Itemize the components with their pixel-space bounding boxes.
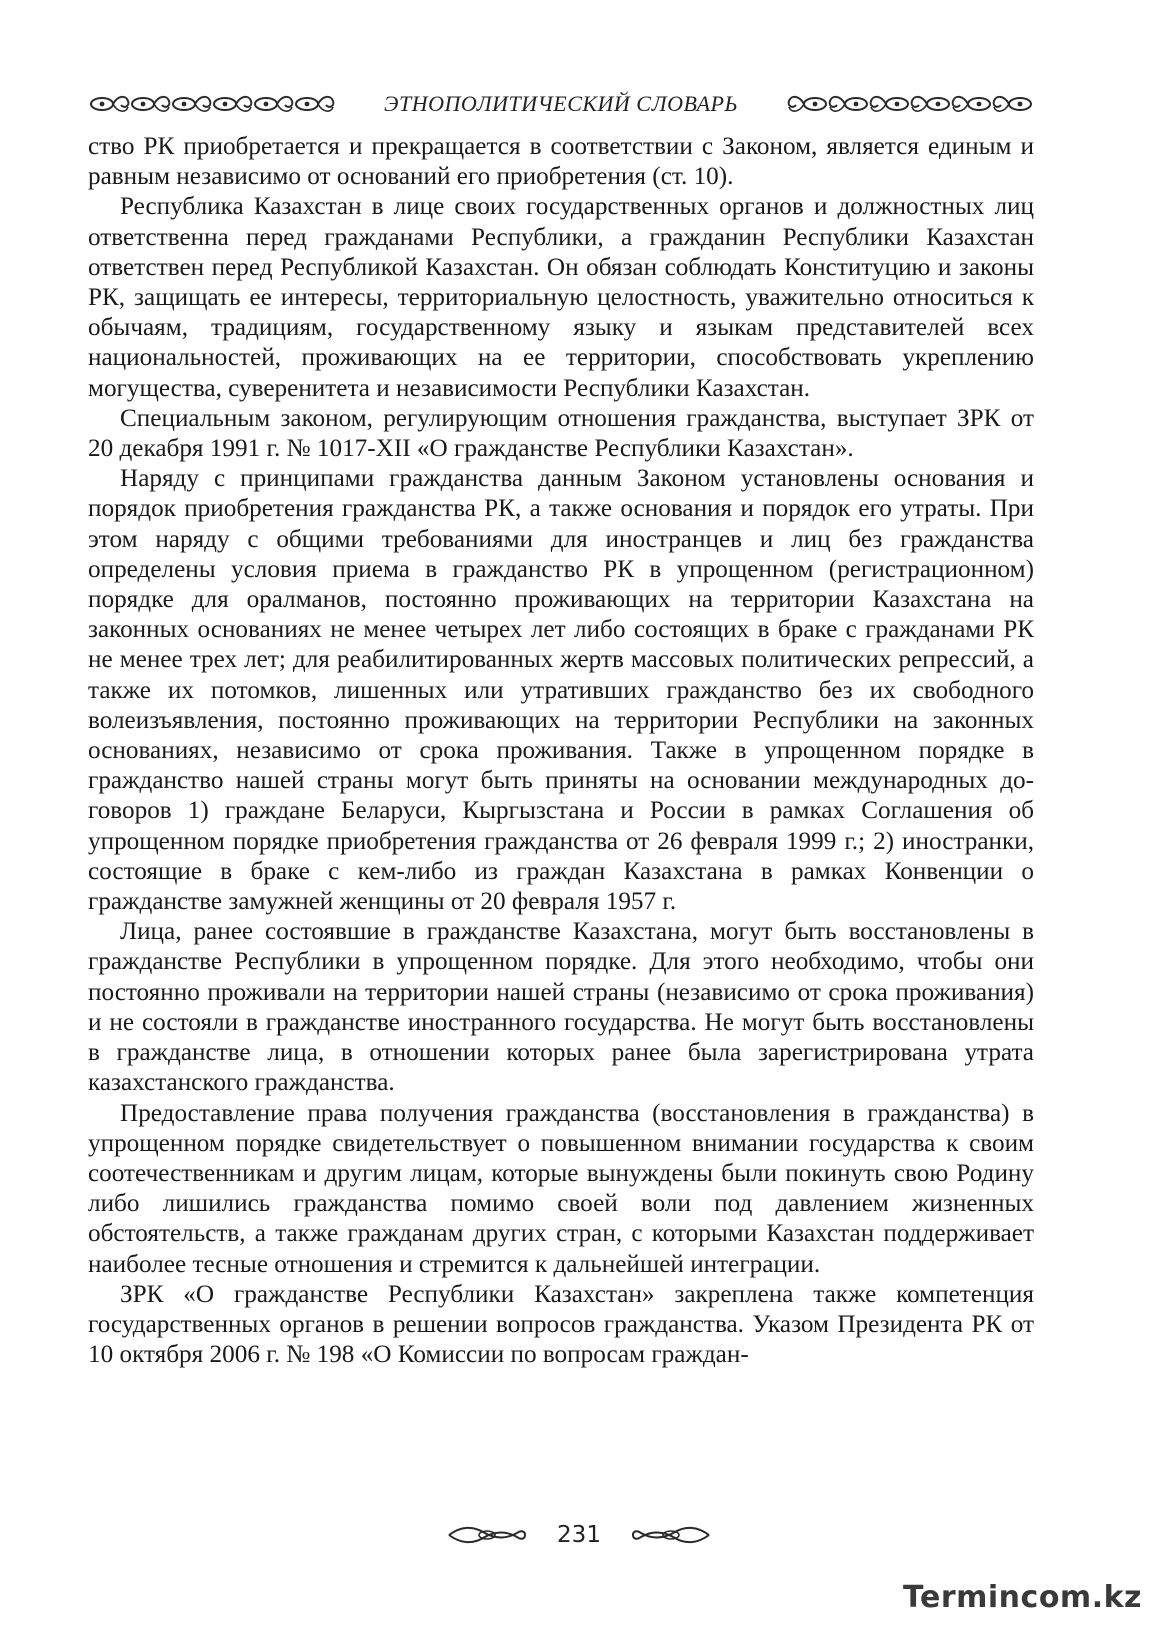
flourish-icon bbox=[631, 1524, 711, 1546]
paragraph: Наряду с принципами гражданства данным Законом установлены основания и порядок приобретения гражданства РК, а также основания и порядок его утраты. При этом наряду с общими требованиями для иностранцев и лиц без гражданства определены условия приема в гражданство РК в упрощенном (регистрационном) порядке для оралманов, постоянно проживающих на территории Казахстана на законных основаниях не менее четырех лет либо состоящих в браке с гражданами РК не менее трех лет; для реабилитированных жертв массовых политических репрессий, а также их потомков, лишенных или утративших гражданство без их свободного волеизъявления, постоянно проживающих на территории Республики на законных основаниях, независимо от срока проживания. Также в упрощенном порядке в гражданство нашей страны могут быть приняты на основании международных договоров 1) граждане Беларуси, Кыргызстана и России в рамках Соглашения об упрощенном порядке приобретения гражданства от 26 февраля 1999 г.; 2) иностранки, состоящие в браке с кем-либо из граждан Казахстана в рамках Конвенции о гражданстве замужней женщины от 20 февраля 1957 г. bbox=[88, 465, 1034, 916]
body-text bbox=[88, 132, 1034, 1370]
scroll-ornament-icon bbox=[88, 92, 338, 116]
page-footer bbox=[0, 1517, 1158, 1553]
paragraph: ство РК приобретается и прекращается в соответствии с Законом, является единым и равным независимо от оснований его приобретения (ст. 10). bbox=[88, 133, 1034, 191]
paragraph: Лица, ранее состоявшие в гражданстве Казахстана, могут быть восстановлены в гражданстве Республики в упрощенном порядке. Для этого необходимо, чтобы они постоянно проживали на территории нашей страны (независимо от срока проживания) и не состояли в гражданстве иностранного государства. Не могут быть восстановлены в гражданстве лица, в отношении которых ранее была зарегистрирована утрата казахстанского гражданства. bbox=[88, 918, 1034, 1097]
paragraph: Специальным законом, регулирующим отношения гражданства, выступает ЗРК от 20 декабря 1991 г. № 1017-XII «О гражданстве Республики Казахстан». bbox=[88, 404, 1034, 463]
running-header bbox=[88, 86, 1034, 122]
watermark: Termincom.kz bbox=[903, 1580, 1142, 1615]
page-number: 231 bbox=[557, 1522, 601, 1548]
paragraph: Республика Казахстан в лице своих государственных органов и должностных лиц ответственна перед гражданами Республики, а гражданин Республики Казахстан ответствен перед Республикой Казахстан. Он обязан соблюдать Конституцию и законы РК, защищать ее интересы, территориальную целостность, уважительно относиться к обычаям, традициям, государственному языку и языкам представителей всех национальностей, проживающих на ее территории, способствовать укреплению могущества, суверенитета и независимости Республики Казахстан. bbox=[88, 193, 1034, 402]
flourish-icon bbox=[447, 1524, 527, 1546]
paragraph: Предоставление права получения гражданства (восстановления в гражданства) в упрощенном порядке свидетельствует о повышенном внимании государства к своим соотечественникам и другим лицам, которые вынуждены были покинуть свою Родину либо лишились гражданства помимо своей воли под давлением жизненных обстоятельств, а также гражданам других стран, с которыми Казахстан поддерживает наиболее тесные отношения и стремится к дальнейшей интеграции. bbox=[88, 1099, 1034, 1278]
scroll-ornament-icon bbox=[784, 92, 1034, 116]
header-title: ЭТНОПОЛИТИЧЕСКИЙ СЛОВАРЬ bbox=[384, 91, 738, 116]
paragraph: ЗРК «О гражданстве Республики Казахстан» закреплена также компетенция государственных органов в решении вопросов гражданства. Указом Президента РК от 10 октября 2006 г. № 198 «О Комиссии по вопросам граждан- bbox=[88, 1280, 1034, 1369]
